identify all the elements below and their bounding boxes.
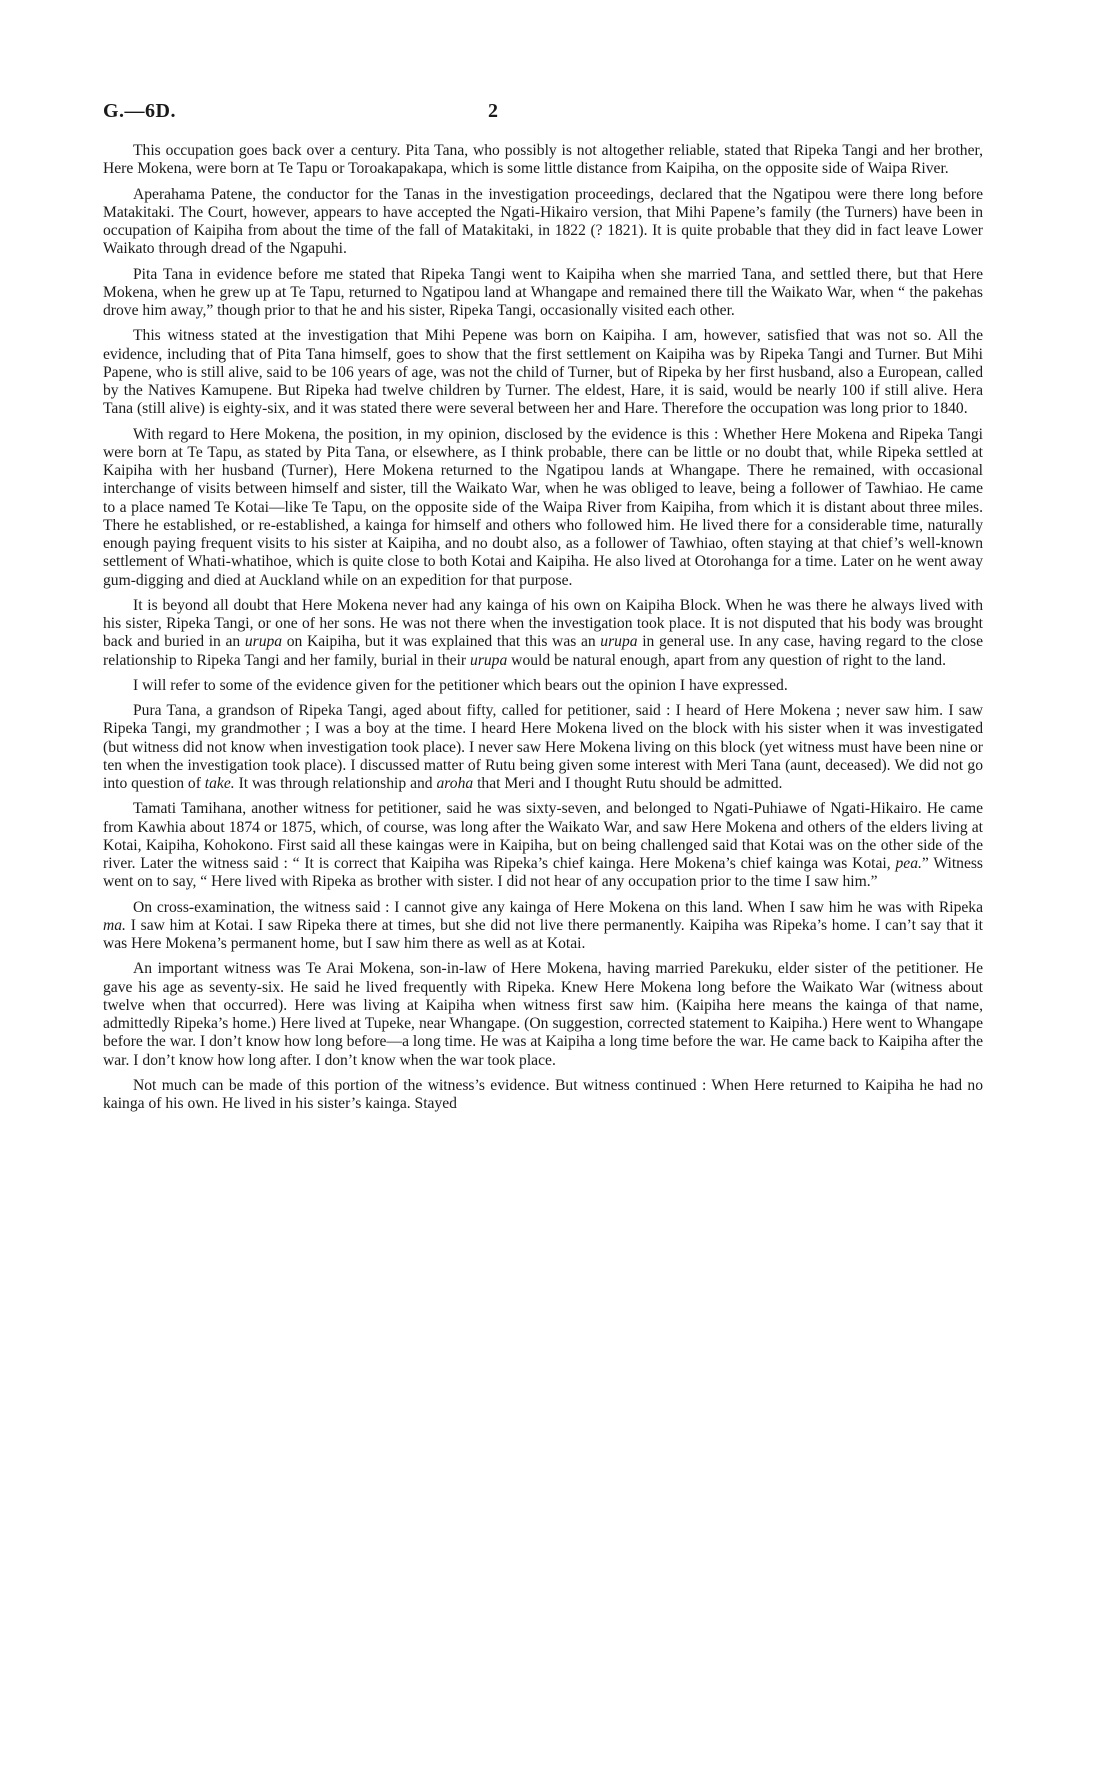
- text-run: in general use. In any case, having regard to the close relationship to Ripeka Tangi and her family, burial in their: [103, 633, 983, 669]
- text-run: It was through relationship and: [234, 775, 437, 792]
- text-run: An important witness was Te Arai Mokena, son-in-law of Here Mokena, having married Parekuku, elder sister of the petitioner. He gave his age as seventy-six. He said he lived frequently with Ripeka. Knew Here Mokena long before the Waikato War (witness about twelve when that occurred). Here was living at Kaipiha when witness first saw him. (Kaipiha here means the kainga of that name, admittedly Ripeka’s home.) Here lived at Tupeke, near Whangape. (On suggestion, corrected statement to Kaipiha.) Here went to Whangape before the war. I don’t know how long before—a long time. He was at Kaipiha a long time before the war. He came back to Kaipiha after the war. I don’t know how long after. I don’t know when the war took place.: [103, 960, 983, 1069]
- italic-term: take.: [204, 775, 235, 792]
- text-run: Aperahama Patene, the conductor for the Tanas in the investigation proceedings, declared that the Ngatipou were there long before Matakitaki. The Court, however, appears to have accepted the Ngati-Hikairo version, that Mihi Papene’s family (the Turners) have been in occupation of Kaipiha from about the time of the fall of Matakitaki, in 1822 (? 1821). It is quite probable that they did in fact leave Lower Waikato through dread of the Ngapuhi.: [103, 185, 983, 258]
- paragraph: [103, 266, 983, 321]
- text-run: I will refer to some of the evidence given for the petitioner which bears out the opinion I have expressed.: [133, 676, 788, 694]
- paragraph: [103, 800, 983, 891]
- italic-term: urupa: [244, 633, 283, 651]
- text-run: This witness stated at the investigation that Mihi Pepene was born on Kaipiha. I am, however, satisfied that was not so. All the evidence, including that of Pita Tana himself, goes to show that the first settlement on Kaipiha was by Ripeka Tangi and Turner. But Mihi Papene, who is still alive, said to be 106 years of age, was not the child of Turner, but of Ripeka by her first husband, also a European, called by the Natives Kamupene. But Ripeka had twelve children by Turner. The eldest, Hare, it is said, would be nearly 100 if still alive. Hera Tana (still alive) is eighty-six, and it was stated there were several between her and Hare. Therefore the occupation was long prior to 1840.: [103, 327, 983, 418]
- paragraph: [103, 702, 983, 793]
- paragraph: [103, 426, 983, 590]
- text-run: This occupation goes back over a century. Pita Tana, who possibly is not altogether reliable, stated that Ripeka Tangi and her brother, Here Mokena, were born at Te Tapu or Toroakapakapa, which is some little distance from Kaipiha, on the opposite side of Waipa River.: [103, 142, 983, 178]
- paragraph: [103, 960, 983, 1070]
- italic-term: urupa: [600, 633, 638, 651]
- document-body: [103, 142, 983, 1120]
- paragraph: [103, 899, 983, 954]
- italic-term: aroha: [436, 775, 474, 792]
- paragraph: [103, 142, 983, 179]
- text-run: on Kaipiha, but it was explained that this was an: [282, 633, 601, 651]
- text-run: Not much can be made of this portion of the witness’s evidence. But witness continued : When Here returned to Kaipiha he had no kainga of his own. He lived in his sister’s kainga. Stayed: [103, 1076, 983, 1112]
- text-run: It is beyond all doubt that Here Mokena never had any kainga of his own on Kaipiha Block. When he was there he always lived with his sister, Ripeka Tangi, or one of her sons. He was not there when the investigation took place. It is not disputed that his body was brought back and buried in an: [103, 596, 983, 651]
- italic-term: urupa: [470, 651, 508, 669]
- text-run: On cross-examination, the witness said : I cannot give any kainga of Here Mokena on this land. When I saw him he was with Ripeka: [133, 898, 983, 916]
- paragraph: [103, 327, 983, 418]
- paragraph: [103, 1077, 983, 1114]
- text-run: Tamati Tamihana, another witness for petitioner, said he was sixty-seven, and belonged to Ngati-Puhiawe of Ngati-Hikairo. He came from Kawhia about 1874 or 1875, which, of course, was long after the Waikato War, and saw Here Mokena and others of the elders living at Kotai, Kaipiha, Kohokono. First said all these kaingas were in Kaipiha, but on being challenged said that Kotai was on the other side of the river. Later the witness said : “ It is correct that Kaipiha was Ripeka’s chief kainga. Here Mokena’s chief kainga was Kotai,: [103, 800, 983, 872]
- page-number: 2: [488, 100, 498, 122]
- document-reference: G.—6D.: [103, 100, 176, 122]
- text-run: that Meri and I thought Rutu should be admitted.: [473, 775, 783, 792]
- text-run: Pita Tana in evidence before me stated that Ripeka Tangi went to Kaipiha when she married Tana, and settled there, but that Here Mokena, when he grew up at Te Tapu, returned to Ngatipou land at Whangape and remained there till the Waikato War, when “ the pakehas drove him away,” though prior to that he and his sister, Ripeka Tangi, occasionally visited each other.: [103, 265, 983, 319]
- paragraph: [103, 186, 983, 259]
- paragraph: [103, 677, 983, 695]
- italic-term: ma.: [103, 916, 126, 934]
- text-run: would be natural enough, apart from any question of right to the land.: [507, 651, 946, 669]
- text-run: Pura Tana, a grandson of Ripeka Tangi, aged about fifty, called for petitioner, said : I heard of Here Mokena ; never saw him. I saw Ripeka Tangi, my grandmother ; I was a boy at the time. I heard Here Mokena lived on the block with his sister when it was investigated (but witness did not know when investigation took place). I never saw Here Mokena living on this block (yet witness must have been nine or ten when the investigation took place). I discussed matter of Rutu being given some interest with Meri Tana (aunt, deceased). We did not go into question of: [103, 702, 983, 792]
- paragraph: [103, 597, 983, 670]
- text-run: With regard to Here Mokena, the position, in my opinion, disclosed by the evidence is this : Whether Here Mokena and Ripeka Tangi were born at Te Tapu, as stated by Pita Tana, or elsewhere, as I think probable, there can be little or no doubt that, while Ripeka settled at Kaipiha with her husband (Turner), Here Mokena returned to the Ngatipou lands at Whangape. There he remained, with occasional interchange of visits between himself and sister, till the Waikato War, when he was obliged to leave, being a follower of Tawhiao. He came to a place named Te Kotai—like Te Tapu, on the opposite side of the Waipa River from Kaipiha, from which it is distant about three miles. There he established, or re-established, a kainga for himself and others who followed him. He lived there for a considerable time, naturally enough paying frequent visits to his sister at Kaipiha, and no doubt also, as a follower of Tawhiao, often staying at that chief’s well-known settlement of Whati-whatihoe, which is quite close to both Kotai and Kaipiha. He also lived at Otorohanga for a time. Later on he went away gum-digging and died at Auckland while on an expedition for that purpose.: [103, 425, 983, 589]
- italic-term: pea.: [895, 855, 922, 872]
- page-header: [103, 100, 983, 130]
- text-run: ” Witness went on to say, “ Here lived with Ripeka as brother with sister. I did not hear of any occupation prior to the time I saw him.”: [103, 855, 984, 891]
- text-run: I saw him at Kotai. I saw Ripeka there at times, but she did not live there permanently. Kaipiha was Ripeka’s home. I can’t say that it was Here Mokena’s permanent home, but I saw him there as well as at Kotai.: [103, 916, 983, 952]
